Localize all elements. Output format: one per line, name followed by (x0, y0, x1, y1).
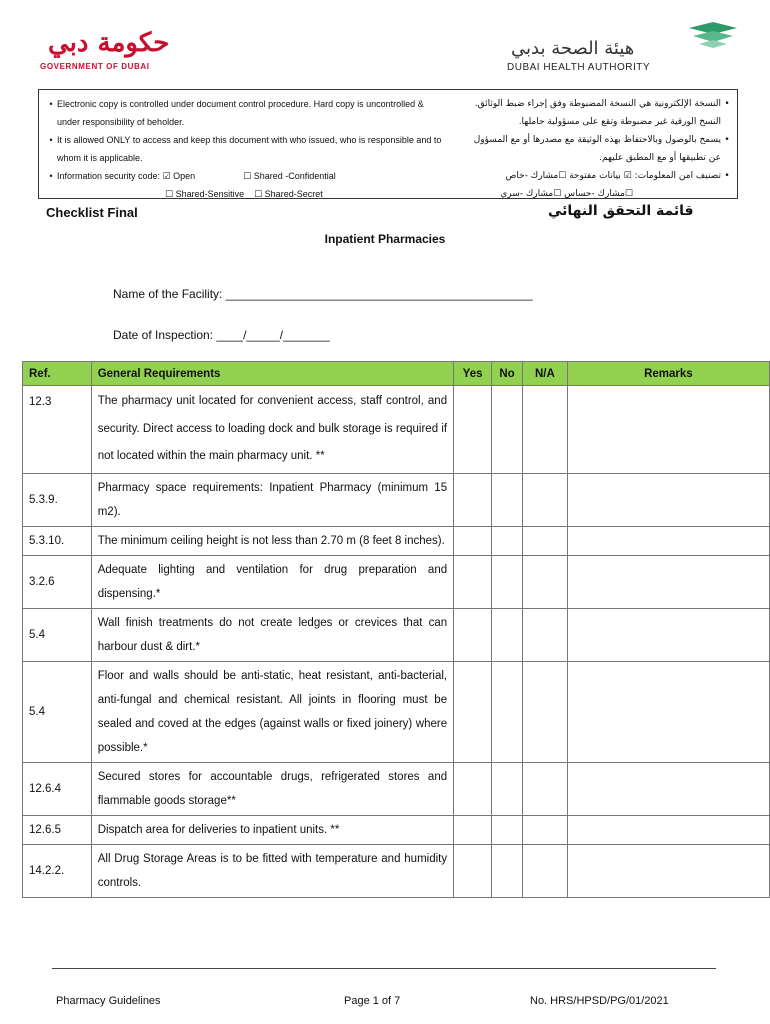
footer-page-number: Page 1 of 7 (344, 995, 401, 1007)
checklist-title-english: Checklist Final (46, 205, 138, 220)
column-header-remarks: Remarks (567, 362, 769, 386)
footer-divider (52, 968, 716, 969)
checklist-title-arabic: قائمة التحقق النهائي (548, 203, 694, 219)
row-requirement: Adequate lighting and ventilation for drug preparation and dispensing.* (91, 555, 453, 608)
row-requirement: All Drug Storage Areas is to be fitted with temperature and humidity controls. (91, 844, 453, 897)
na-checkbox-cell[interactable] (522, 815, 567, 844)
yes-checkbox-cell[interactable] (454, 844, 492, 897)
column-header-na: N/A (522, 362, 567, 386)
table-row (23, 526, 770, 555)
facility-name-field[interactable]: Name of the Facility: ______________________________________________ (113, 287, 533, 301)
notice-en-security-sensitive: ☐ Shared-Sensitive (165, 189, 245, 199)
column-header-requirements: General Requirements (91, 362, 453, 386)
dha-logo-arabic: هيئة الصحة بدبي (511, 38, 635, 59)
row-requirement: Dispatch area for deliveries to inpatient units. ** (91, 815, 453, 844)
row-ref: 12.3 (23, 386, 92, 474)
notice-ar-bullet1-line1: النسخة الإلكترونية هي النسخة المضبوطة وفق إجراء ضبط الوثائق. (474, 99, 721, 109)
row-ref: 5.4 (23, 608, 92, 661)
remarks-cell[interactable] (567, 526, 769, 555)
row-ref: 5.4 (23, 661, 92, 762)
notice-ar-bullet1-line2: النسخ الورقية غير مضبوطة وتقع على مسؤولية حاملها. (518, 117, 721, 127)
table-row (23, 661, 770, 762)
checklist-subtitle: Inpatient Pharmacies (324, 232, 446, 246)
row-ref: 3.2.6 (23, 555, 92, 608)
row-requirement: Floor and walls should be anti-static, heat resistant, anti-bacterial, anti-fungal and chemical resistant. All joints in flooring must be sealed and coved at the edges (against walls or fixed joinery) where possible.* (91, 661, 453, 762)
table-header-row (23, 362, 770, 386)
dubai-health-authority-logo (505, 20, 745, 76)
bullet-icon: • (49, 135, 53, 145)
table-row (23, 473, 770, 526)
notice-en-bullet2-line2: whom it is applicable. (57, 153, 143, 163)
column-header-yes: Yes (454, 362, 492, 386)
remarks-cell[interactable] (567, 815, 769, 844)
no-checkbox-cell[interactable] (492, 386, 523, 474)
no-checkbox-cell[interactable] (492, 473, 523, 526)
yes-checkbox-cell[interactable] (454, 473, 492, 526)
notice-ar-bullet2-line2: عن تطبيقها أو مع المطبق عليهم. (599, 153, 721, 163)
notice-en-bullet1-line1: Electronic copy is controlled under document control procedure. Hard copy is uncontrolled & (57, 99, 424, 109)
notice-ar-security-line2: ☐مشارك -حساس ☐مشارك -سري (500, 189, 633, 199)
yes-checkbox-cell[interactable] (454, 555, 492, 608)
footer-document-name: Pharmacy Guidelines (56, 995, 161, 1007)
government-logo-english: GOVERNMENT OF DUBAI (40, 62, 150, 71)
row-requirement: Pharmacy space requirements: Inpatient Pharmacy (minimum 15 m2). (91, 473, 453, 526)
government-of-dubai-logo (38, 28, 198, 74)
table-row (23, 844, 770, 897)
notice-arabic (471, 95, 733, 203)
bullet-icon: • (49, 99, 53, 109)
notice-en-bullet1-line2: under responsibility of beholder. (57, 117, 185, 127)
yes-checkbox-cell[interactable] (454, 526, 492, 555)
notice-en-security-confidential: ☐ Shared -Confidential (243, 171, 336, 181)
yes-checkbox-cell[interactable] (454, 762, 492, 815)
notice-en-security-secret: ☐ Shared-Secret (254, 189, 323, 199)
yes-checkbox-cell[interactable] (454, 661, 492, 762)
footer-document-code: No. HRS/HPSD/PG/01/2021 (530, 995, 669, 1007)
inspection-date-field[interactable]: Date of Inspection: ____/_____/_______ (113, 328, 330, 342)
dha-emblem-icon (685, 20, 741, 60)
row-requirement: The minimum ceiling height is not less than 2.70 m (8 feet 8 inches). (91, 526, 453, 555)
yes-checkbox-cell[interactable] (454, 815, 492, 844)
dha-logo-english: DUBAI HEALTH AUTHORITY (507, 62, 651, 73)
no-checkbox-cell[interactable] (492, 844, 523, 897)
remarks-cell[interactable] (567, 608, 769, 661)
na-checkbox-cell[interactable] (522, 608, 567, 661)
notice-english (45, 95, 465, 203)
row-ref: 12.6.5 (23, 815, 92, 844)
row-ref: 5.3.9. (23, 473, 92, 526)
bullet-icon: • (724, 171, 730, 181)
no-checkbox-cell[interactable] (492, 608, 523, 661)
na-checkbox-cell[interactable] (522, 844, 567, 897)
table-row (23, 815, 770, 844)
na-checkbox-cell[interactable] (522, 473, 567, 526)
na-checkbox-cell[interactable] (522, 762, 567, 815)
remarks-cell[interactable] (567, 555, 769, 608)
remarks-cell[interactable] (567, 844, 769, 897)
yes-checkbox-cell[interactable] (454, 608, 492, 661)
remarks-cell[interactable] (567, 473, 769, 526)
notice-ar-bullet2-line1: يسمح بالوصول وبالاحتفاظ بهذه الوثيقة مع مصدرها أو مع المسؤول (473, 135, 721, 145)
notice-en-security-open: Information security code: ☑ Open (57, 171, 196, 181)
notice-ar-security-line1: تصنيف امن المعلومات: ☑ بيانات مفتوحة ☐مشارك -خاص (505, 171, 721, 181)
row-ref: 14.2.2. (23, 844, 92, 897)
table-row (23, 608, 770, 661)
table-row (23, 386, 770, 474)
na-checkbox-cell[interactable] (522, 386, 567, 474)
remarks-cell[interactable] (567, 661, 769, 762)
remarks-cell[interactable] (567, 386, 769, 474)
remarks-cell[interactable] (567, 762, 769, 815)
bullet-icon: • (724, 99, 730, 109)
no-checkbox-cell[interactable] (492, 762, 523, 815)
notice-en-bullet2-line1: It is allowed ONLY to access and keep this document with who issued, who is responsible and to (57, 135, 442, 145)
document-control-notice (38, 89, 738, 199)
row-ref: 12.6.4 (23, 762, 92, 815)
requirements-table (22, 361, 770, 898)
no-checkbox-cell[interactable] (492, 815, 523, 844)
row-ref: 5.3.10. (23, 526, 92, 555)
yes-checkbox-cell[interactable] (454, 386, 492, 474)
na-checkbox-cell[interactable] (522, 526, 567, 555)
no-checkbox-cell[interactable] (492, 661, 523, 762)
table-row (23, 762, 770, 815)
bullet-icon: • (49, 171, 53, 181)
row-requirement: Secured stores for accountable drugs, refrigerated stores and flammable goods storage** (91, 762, 453, 815)
row-requirement: Wall finish treatments do not create ledges or crevices that can harbour dust & dirt.* (91, 608, 453, 661)
na-checkbox-cell[interactable] (522, 555, 567, 608)
no-checkbox-cell[interactable] (492, 555, 523, 608)
table-row (23, 555, 770, 608)
bullet-icon: • (724, 135, 730, 145)
column-header-no: No (492, 362, 523, 386)
government-logo-arabic: حكومة دبي (48, 28, 170, 58)
no-checkbox-cell[interactable] (492, 526, 523, 555)
column-header-ref: Ref. (23, 362, 92, 386)
row-requirement: The pharmacy unit located for convenient access, staff control, and security. Direct access to loading dock and bulk storage is required if not located within the main pharmacy unit. ** (91, 386, 453, 474)
na-checkbox-cell[interactable] (522, 661, 567, 762)
